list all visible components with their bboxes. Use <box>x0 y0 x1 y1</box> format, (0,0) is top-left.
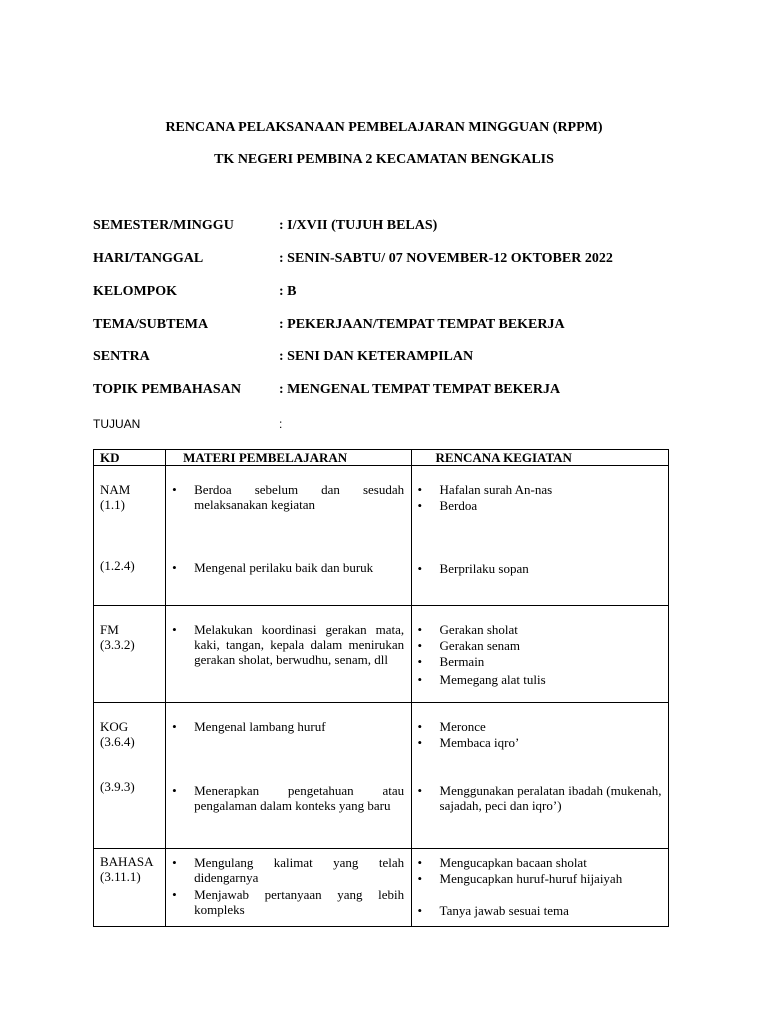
meta-label: TOPIK PEMBAHASAN <box>93 382 241 397</box>
list-item: • Mengucapkan huruf-huruf hijaiyah <box>440 871 662 886</box>
meta-label: TUJUAN <box>93 417 141 431</box>
meta-theme <box>93 317 693 335</box>
column-header-materi: MATERI PEMBELAJARAN <box>166 450 411 466</box>
kd-cell <box>94 849 166 927</box>
list-item: • Menjawab pertanyaan yang lebih kompleks <box>194 887 404 917</box>
school-name: TK NEGERI PEMBINA 2 KECAMATAN BENGKALIS <box>214 152 554 167</box>
kegiatan-cell <box>411 703 668 849</box>
column-header-kegiatan: RENCANA KEGIATAN <box>411 450 668 466</box>
list-item: • Memegang alat tulis <box>440 672 662 687</box>
list-item: • Tanya jawab sesuai tema <box>440 903 662 918</box>
kd-cell <box>94 703 166 849</box>
list-item: • Hafalan surah An-nas <box>440 482 662 497</box>
materi-cell <box>166 849 411 927</box>
meta-label: SEMESTER/MINGGU <box>93 218 234 233</box>
list-item: • Berdoa sebelum dan sesudah melaksanakan kegiatan <box>194 482 404 512</box>
list-item: • Gerakan sholat <box>440 622 662 637</box>
kd-code: (3.11.1) <box>100 869 141 884</box>
meta-value: : <box>279 417 283 431</box>
document-title: RENCANA PELAKSANAAN PEMBELAJARAN MINGGUAN (RPPM) <box>165 120 603 135</box>
list-item: • Mengucapkan bacaan sholat <box>440 855 662 870</box>
list-item: • Menerapkan pengetahuan atau pengalaman dalam konteks yang baru <box>194 783 404 813</box>
meta-value: : SENI DAN KETERAMPILAN <box>279 349 474 364</box>
meta-label: HARI/TANGGAL <box>93 251 204 266</box>
kd-code: KOG <box>100 719 129 734</box>
meta-centre <box>93 349 693 367</box>
meta-date <box>93 251 693 269</box>
meta-value: : B <box>279 284 297 299</box>
list-item: • Mengenal perilaku baik dan buruk <box>194 560 404 575</box>
kd-code: (3.9.3) <box>100 779 135 794</box>
list-item: • Menggunakan peralatan ibadah (mukenah, sajadah, peci dan iqro’) <box>440 783 662 813</box>
meta-label: SENTRA <box>93 349 150 364</box>
table-row <box>94 606 669 703</box>
list-item: • Membaca iqro’ <box>440 735 662 750</box>
kd-code: (1.1) <box>100 497 125 512</box>
meta-topic <box>93 382 693 400</box>
table-row <box>94 466 669 606</box>
kd-code: BAHASA <box>100 854 154 869</box>
list-item: • Meronce <box>440 719 662 734</box>
lesson-plan-table <box>93 449 669 927</box>
table-row <box>94 849 669 927</box>
kd-code: NAM <box>100 482 131 497</box>
materi-cell <box>166 606 411 703</box>
kegiatan-cell <box>411 466 668 606</box>
list-item: • Melakukan koordinasi gerakan mata, kaki, tangan, kepala dalam menirukan gerakan sholat, berwudhu, senam, dll <box>194 622 404 667</box>
table-header-row <box>94 450 669 466</box>
list-item: • Mengulang kalimat yang telah didengarnya <box>194 855 404 885</box>
meta-label: KELOMPOK <box>93 284 177 299</box>
kegiatan-cell <box>411 849 668 927</box>
kd-cell <box>94 606 166 703</box>
list-item: • Bermain <box>440 654 662 669</box>
list-item: • Gerakan senam <box>440 638 662 653</box>
meta-objective <box>93 417 693 435</box>
meta-group <box>93 284 693 302</box>
kd-code: FM <box>100 622 119 637</box>
table-row <box>94 703 669 849</box>
meta-semester <box>93 218 693 236</box>
kegiatan-cell <box>411 606 668 703</box>
meta-value: : PEKERJAAN/TEMPAT TEMPAT BEKERJA <box>279 317 565 332</box>
kd-code: (3.6.4) <box>100 734 135 749</box>
list-item: • Berdoa <box>440 498 662 513</box>
kd-cell <box>94 466 166 606</box>
materi-cell <box>166 703 411 849</box>
meta-value: : I/XVII (TUJUH BELAS) <box>279 218 438 233</box>
kd-code: (3.3.2) <box>100 637 135 652</box>
list-item: • Mengenal lambang huruf <box>194 719 404 734</box>
list-item: • Berprilaku sopan <box>440 561 662 576</box>
meta-label: TEMA/SUBTEMA <box>93 317 209 332</box>
meta-value: : SENIN-SABTU/ 07 NOVEMBER-12 OKTOBER 2022 <box>279 251 613 266</box>
materi-cell <box>166 466 411 606</box>
column-header-kd: KD <box>94 450 166 466</box>
meta-value: : MENGENAL TEMPAT TEMPAT BEKERJA <box>279 382 561 397</box>
kd-code: (1.2.4) <box>100 558 135 573</box>
